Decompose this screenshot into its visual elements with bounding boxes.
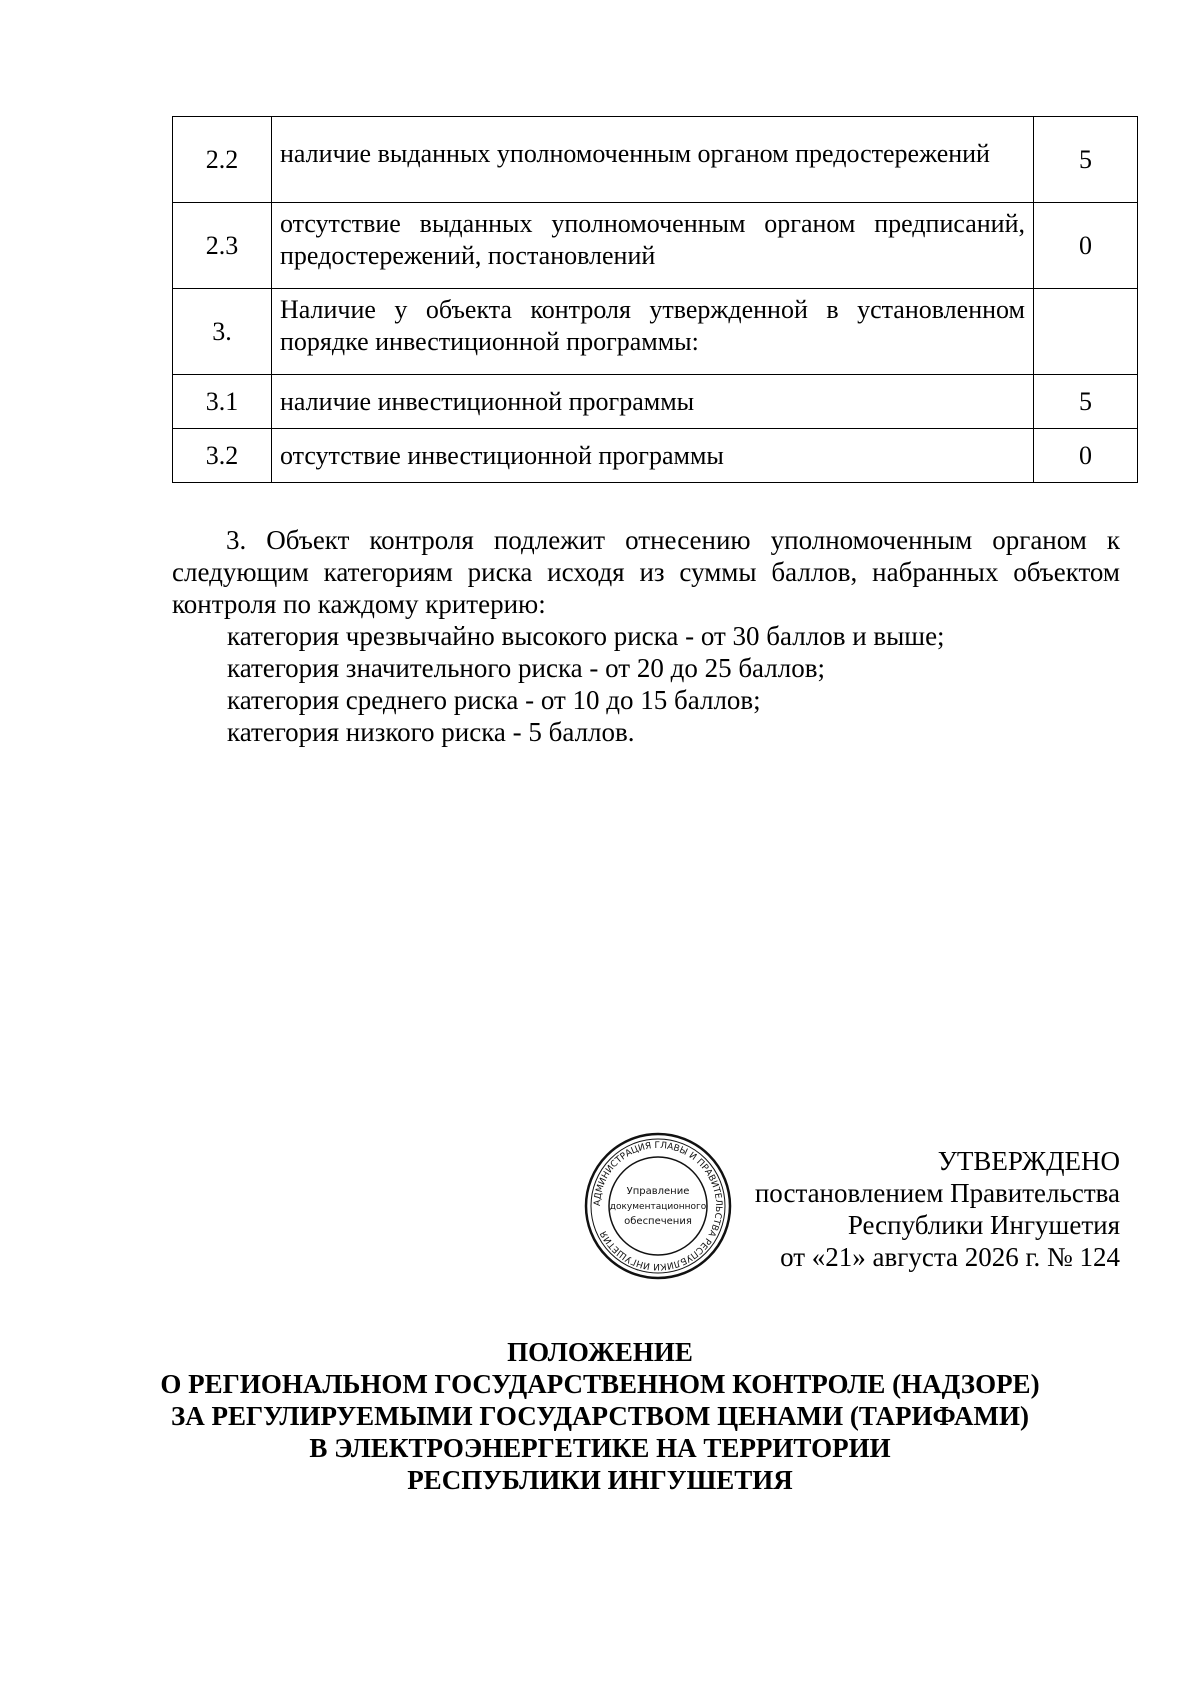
official-stamp	[582, 1130, 734, 1282]
score-value: 0	[1034, 203, 1138, 289]
table-row	[173, 203, 1138, 289]
category-item: категория среднего риска - от 10 до 15 баллов;	[227, 685, 761, 715]
stamp-ring-text: АДМИНИСТРАЦИЯ ГЛАВЫ И ПРАВИТЕЛЬСТВА РЕСПУБЛИКИ ИНГУШЕТИЯ	[592, 1140, 724, 1272]
category-item: категория низкого риска - 5 баллов.	[227, 717, 635, 747]
score-value: 5	[1034, 117, 1138, 203]
risk-category-list	[227, 620, 945, 748]
criterion-text: отсутствие выданных уполномоченным органом предписаний, предостережений, постановлений	[272, 203, 1034, 289]
row-number: 3.2	[173, 429, 272, 483]
stamp-center-line: Управление	[626, 1186, 690, 1197]
stamp-center-line: документационного	[609, 1202, 707, 1212]
table-row	[173, 375, 1138, 429]
category-item: категория значительного риска - от 20 до 25 баллов;	[227, 653, 825, 683]
risk-category-paragraph	[172, 524, 1120, 620]
risk-criteria-table	[172, 116, 1138, 483]
row-number: 2.3	[173, 203, 272, 289]
approval-title: УТВЕРЖДЕНО	[937, 1146, 1120, 1176]
score-value: 5	[1034, 375, 1138, 429]
row-number: 3.	[173, 289, 272, 375]
heading-line: О РЕГИОНАЛЬНОМ ГОСУДАРСТВЕННОМ КОНТРОЛЕ (НАДЗОРЕ)	[160, 1369, 1040, 1399]
table-row	[173, 289, 1138, 375]
score-value	[1034, 289, 1138, 375]
criterion-text: Наличие у объекта контроля утвержденной в установленном порядке инвестиционной программы:	[272, 289, 1034, 375]
criterion-text: наличие инвестиционной программы	[272, 375, 1034, 429]
approval-date: от «21» августа 2026 г. № 124	[780, 1242, 1120, 1272]
stamp-center-line: обеспечения	[624, 1216, 692, 1227]
criterion-text: наличие выданных уполномоченным органом предостережений	[272, 117, 1034, 203]
approval-line: Республики Ингушетия	[847, 1210, 1120, 1240]
heading-line: ПОЛОЖЕНИЕ	[507, 1337, 693, 1367]
score-value: 0	[1034, 429, 1138, 483]
row-number: 2.2	[173, 117, 272, 203]
table-row	[173, 429, 1138, 483]
approval-line: постановлением Правительства	[754, 1178, 1120, 1208]
heading-line: В ЭЛЕКТРОЭНЕРГЕТИКЕ НА ТЕРРИТОРИИ	[309, 1433, 891, 1463]
category-item: категория чрезвычайно высокого риска - от 30 баллов и выше;	[227, 621, 945, 651]
document-heading	[0, 1336, 1200, 1496]
paragraph-text: 3. Объект контроля подлежит отнесению уполномоченным органом к следующим категориям риска исходя из суммы баллов, набранных объектом контроля по каждому критерию:	[172, 525, 1120, 619]
approval-block	[755, 1145, 1120, 1273]
criterion-text: отсутствие инвестиционной программы	[272, 429, 1034, 483]
heading-line: ЗА РЕГУЛИРУЕМЫМИ ГОСУДАРСТВОМ ЦЕНАМИ (ТАРИФАМИ)	[170, 1401, 1029, 1431]
row-number: 3.1	[173, 375, 272, 429]
heading-line: РЕСПУБЛИКИ ИНГУШЕТИЯ	[407, 1465, 793, 1495]
table-row	[173, 117, 1138, 203]
